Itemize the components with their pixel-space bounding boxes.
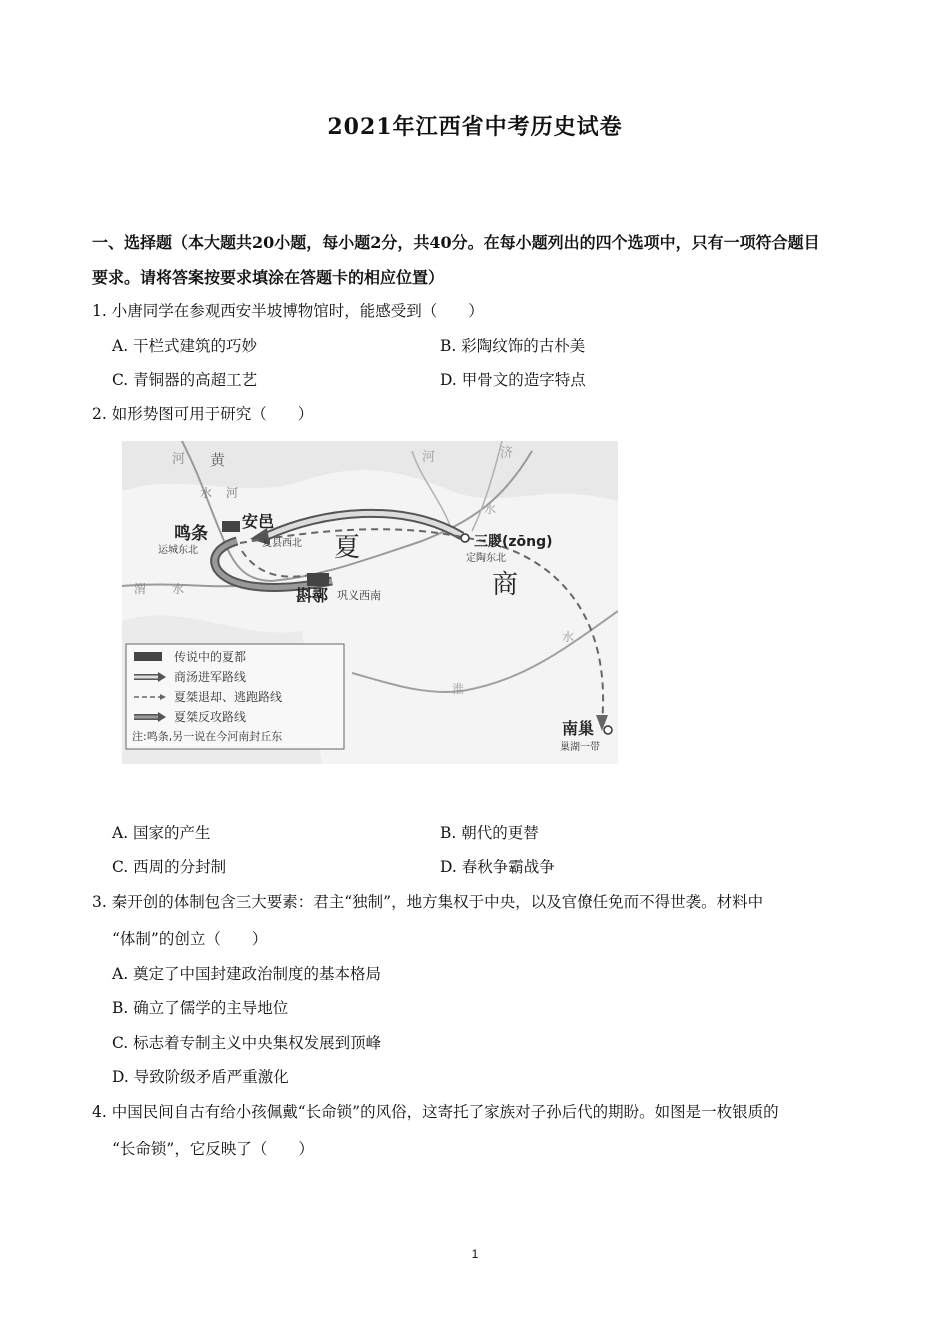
question-2-option-d: D. 春秋争霸战争	[440, 858, 555, 876]
map-place-yuncheng: 运城东北	[158, 545, 198, 556]
map-place-mingtiao: 鸣条	[174, 524, 208, 544]
legend-label-1: 传说中的夏都	[174, 650, 247, 664]
map-river-label-1: 河	[172, 452, 186, 467]
map-river-label-4: 河	[226, 486, 239, 500]
section-heading-line-2: 要求。请将答案按要求填涂在答题卡的相应位置）	[92, 268, 445, 287]
map-river-label-3: 水	[200, 486, 213, 500]
map-place-zhenxun: 斟鄩	[296, 586, 329, 605]
map-place-anyi: 安邑	[242, 512, 275, 531]
xia-capital-icon-zhenxun	[307, 573, 329, 586]
page-number: 1	[471, 1247, 479, 1261]
question-2-option-c: C. 西周的分封制	[112, 858, 227, 876]
map-river-label-2: 黄	[210, 451, 226, 469]
question-3-option-c: C. 标志着专制主义中央集权发展到顶峰	[112, 1034, 382, 1052]
question-4-stem-line-2: “长命锁”，它反映了（ ）	[112, 1140, 314, 1158]
page-title: 2021年江西省中考历史试卷	[327, 114, 623, 140]
legend-note: 注:鸣条,另一说在今河南封丘东	[132, 730, 283, 743]
question-2-option-b: B. 朝代的更替	[440, 824, 539, 842]
map-river-label-9: 水	[172, 582, 185, 596]
map-river-label-5: 河	[422, 450, 436, 465]
question-3-option-b: B. 确立了儒学的主导地位	[112, 999, 289, 1017]
question-3-stem-line-1: 3. 秦开创的体制包含三大要素：君主“独制”，地方集权于中央，以及官僚任免而不得世袭。材料中	[92, 893, 764, 911]
question-3-stem-line-2: “体制”的创立（ ）	[112, 930, 268, 948]
map-river-label-11: 淮	[452, 682, 465, 696]
legend-label-2: 商汤进军路线	[174, 670, 247, 684]
map-place-chaohu: 巢湖一带	[560, 742, 600, 753]
question-1-stem: 1. 小唐同学在参观西安半坡博物馆时，能感受到（ ）	[92, 302, 484, 320]
map-place-nanchao: 南巢	[562, 719, 595, 738]
nanchao-marker	[604, 726, 612, 734]
question-2-stem: 2. 如形势图可用于研究（ ）	[92, 405, 314, 423]
legend-label-4: 夏桀反攻路线	[174, 710, 247, 724]
question-1-option-d: D. 甲骨文的造字特点	[440, 371, 586, 389]
question-3-option-d: D. 导致阶级矛盾严重激化	[112, 1068, 289, 1086]
map-place-xiaxian: 夏县西北	[262, 538, 302, 549]
map-river-label-7: 水	[484, 502, 497, 516]
map-river-label-8: 渭	[134, 582, 147, 596]
legend-label-3: 夏桀退却、逃跑路线	[174, 690, 283, 704]
question-3-option-a: A. 奠定了中国封建政治制度的基本格局	[112, 965, 382, 983]
question-2-option-a: A. 国家的产生	[112, 824, 211, 842]
map-place-dingtao: 定陶东北	[466, 553, 506, 564]
map-river-label-10: 水	[562, 630, 575, 644]
question-1-option-a: A. 干栏式建筑的巧妙	[112, 337, 258, 355]
map-region-shang: 商	[492, 570, 519, 600]
question-1-option-b: B. 彩陶纹饰的古朴美	[440, 337, 586, 355]
section-heading-line-1: 一、选择题（本大题共20小题，每小题2分，共40分。在每小题列出的四个选项中，只有一项符合题目	[92, 233, 820, 252]
map-region-xia: 夏	[334, 533, 361, 563]
question-1-option-c: C. 青铜器的高超工艺	[112, 371, 258, 389]
legend-xia-capital-icon	[134, 652, 162, 661]
map-river-label-6: 济	[500, 446, 514, 461]
sanzong-marker	[461, 534, 469, 542]
question-4-stem-line-1: 4. 中国民间自古有给小孩佩戴“长命锁”的风俗，这寄托了家族对子孙后代的期盼。如图是一枚银质的	[92, 1103, 779, 1121]
xia-shang-situation-map	[122, 441, 618, 764]
map-place-gongyi: 巩义西南	[337, 589, 381, 602]
xia-capital-icon-anyi	[222, 521, 240, 532]
map-place-sanzong: 三朡(zōng)	[474, 534, 553, 550]
